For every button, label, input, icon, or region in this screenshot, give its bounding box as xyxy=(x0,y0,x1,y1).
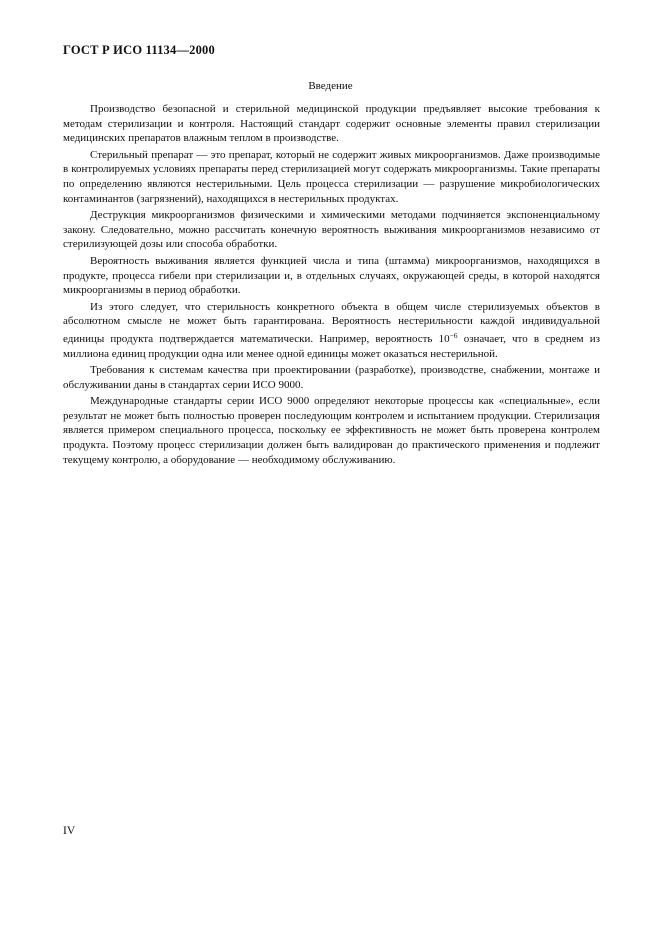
exponent: −6 xyxy=(449,330,458,340)
paragraph-probability xyxy=(63,300,600,361)
paragraph: Деструкция микроорганизмов физическими и химическими методами подчиняется экспоненциальному закону. Следовательно, можно рассчитать конечную вероятность выживания микроорганизмов независимо от стерилизующей дозы или способа обработки. xyxy=(63,209,600,251)
paragraph-text: означает, что в среднем из миллиона единиц продукции одна или менее одной единицы может оказаться нестерильной. xyxy=(63,332,600,360)
paragraph: Требования к системам качества при проектировании (разработке), производстве, снабжении, монтаже и обслуживании даны в стандартах серии ИСО 9000. xyxy=(63,364,600,391)
page-number: IV xyxy=(63,825,76,837)
paragraph-text: Из этого следует, что стерильность конкретного объекта в общем числе стерилизуемых объектов в абсолютном смысле не может быть гарантирована. Вероятность нестерильности каждой индивидуальной единицы продукта подтверждается математически. Например, вероятность 10 xyxy=(63,300,600,345)
document-header: ГОСТ Р ИСО 11134—2000 xyxy=(63,43,215,57)
paragraph: Международные стандарты серии ИСО 9000 определяют некоторые процессы как «специальные», если результат не может быть полностью проверен последующим контролем и испытанием продукции. Стерилизация является примером специального процесса, поскольку ее эффективность не может быть проверена контролем продукта. Поэтому процесс стерилизации должен быть валидирован до практического применения и подлежит текущему контролю, а оборудование — необходимому обслуживанию. xyxy=(63,395,600,466)
section-title: Введение xyxy=(308,80,353,92)
paragraph: Стерильный препарат — это препарат, который не содержит живых микроорганизмов. Даже производимые в контролируемых условиях препараты перед стерилизацией могут содержать микроорганизмы. Такие препараты по определению являются нестерильными. Цель процесса стерилизации — разрушение микробиологических контаминантов (загрязнений), находящихся в нестерильных продуктах. xyxy=(63,148,600,205)
paragraph: Вероятность выживания является функцией числа и типа (штамма) микроорганизмов, находящихся в продукте, процесса гибели при стерилизации и, в отдельных случаях, окружающей среды, в которой находятся микроорганизмы в период обработки. xyxy=(63,254,600,297)
paragraph: Производство безопасной и стерильной медицинской продукции предъявляет высокие требования к методам стерилизации и контроля. Настоящий стандарт содержит основные элементы правил стерилизации медицинских препаратов влажным теплом в производстве. xyxy=(63,103,600,145)
introduction-body xyxy=(63,102,600,469)
